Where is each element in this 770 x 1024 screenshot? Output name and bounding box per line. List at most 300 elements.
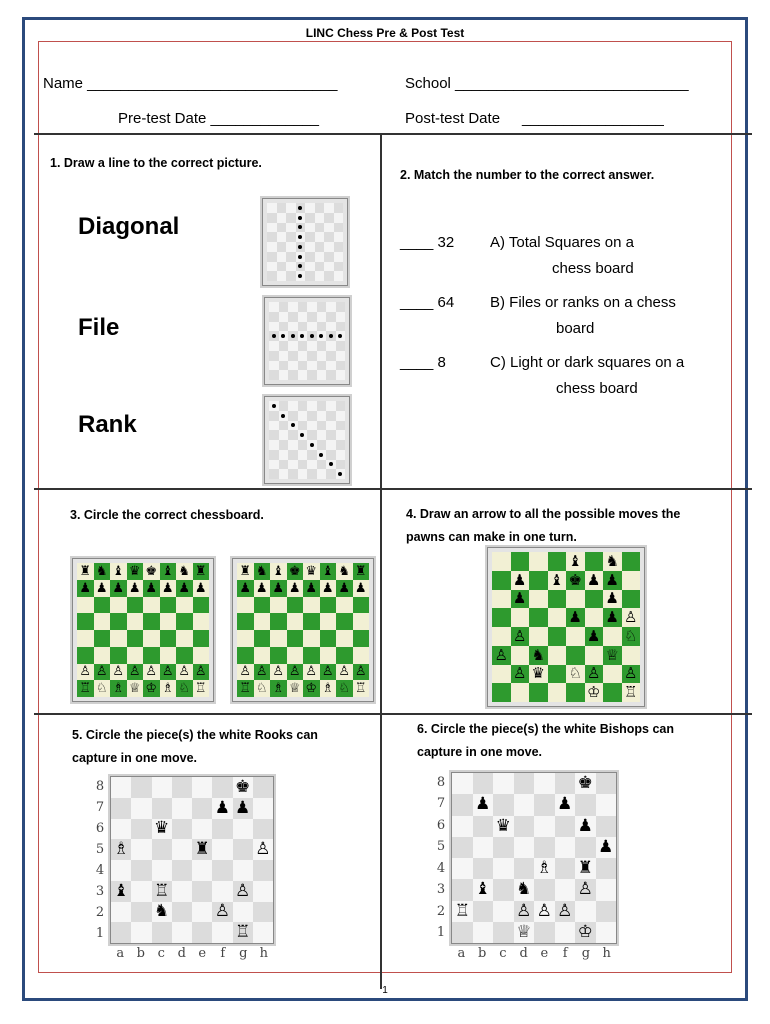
chess-piece-g8[interactable]: ♞	[605, 551, 619, 570]
square-e4[interactable]	[307, 440, 317, 450]
chess-piece-e8[interactable]: ♝	[568, 551, 582, 570]
square-d8[interactable]	[298, 401, 308, 411]
square-d4[interactable]	[127, 630, 144, 647]
square-c5[interactable]	[110, 613, 127, 630]
chess-piece-g3[interactable]: ♙	[235, 880, 251, 901]
square-h6[interactable]	[253, 819, 273, 840]
square-e6[interactable]	[143, 597, 160, 614]
square-b3[interactable]	[254, 647, 271, 664]
chess-piece-f2[interactable]: ♙	[321, 664, 334, 680]
square-b6[interactable]	[279, 322, 289, 332]
square-d8[interactable]	[548, 552, 567, 571]
square-f2[interactable]	[317, 361, 327, 371]
chess-piece-e7[interactable]: ♚	[568, 570, 582, 589]
square-d6[interactable]	[298, 421, 308, 431]
square-b4[interactable]	[511, 627, 530, 646]
square-b8[interactable]	[254, 563, 271, 580]
square-g4[interactable]	[336, 630, 353, 647]
chessboard-option-a[interactable]	[72, 558, 214, 702]
chess-piece-d1[interactable]: ♕	[288, 681, 301, 697]
chess-piece-a2[interactable]: ♖	[454, 900, 470, 921]
square-h5[interactable]	[353, 613, 370, 630]
square-f8[interactable]	[320, 563, 337, 580]
square-h8[interactable]	[334, 203, 344, 213]
chess-piece-b2[interactable]: ♙	[95, 664, 108, 680]
square-a5[interactable]	[492, 608, 511, 627]
square-e5[interactable]	[534, 837, 555, 858]
square-h5[interactable]	[253, 839, 273, 860]
square-g4[interactable]	[603, 627, 622, 646]
square-b1[interactable]	[277, 271, 287, 281]
square-b4[interactable]	[279, 341, 289, 351]
square-b8[interactable]	[279, 401, 289, 411]
square-e4[interactable]	[303, 630, 320, 647]
square-g5[interactable]	[575, 837, 596, 858]
square-d6[interactable]	[127, 597, 144, 614]
square-f5[interactable]	[320, 613, 337, 630]
square-d6[interactable]	[296, 223, 306, 233]
square-b6[interactable]	[279, 421, 289, 431]
square-c5[interactable]	[288, 331, 298, 341]
square-h6[interactable]	[336, 322, 346, 332]
square-e7[interactable]	[307, 411, 317, 421]
square-c6[interactable]	[152, 819, 172, 840]
chess-piece-g1[interactable]: ♖	[235, 922, 251, 943]
chess-piece-e2[interactable]: ♙	[145, 664, 158, 680]
square-e1[interactable]	[192, 922, 212, 943]
square-f3[interactable]	[317, 351, 327, 361]
chess-piece-d8[interactable]: ♛	[128, 563, 141, 579]
square-a1[interactable]	[77, 680, 94, 697]
square-b2[interactable]	[279, 361, 289, 371]
square-a7[interactable]	[267, 213, 277, 223]
square-g1[interactable]	[326, 469, 336, 479]
chess-piece-a2[interactable]: ♙	[79, 664, 92, 680]
square-c2[interactable]	[286, 262, 296, 272]
square-f1[interactable]	[555, 922, 576, 943]
square-a5[interactable]	[237, 613, 254, 630]
square-g4[interactable]	[233, 860, 253, 881]
square-a3[interactable]	[269, 351, 279, 361]
square-d2[interactable]	[548, 665, 567, 684]
square-a7[interactable]	[269, 312, 279, 322]
square-g7[interactable]	[326, 312, 336, 322]
square-c1[interactable]	[110, 680, 127, 697]
square-c4[interactable]	[529, 627, 548, 646]
square-a8[interactable]	[269, 401, 279, 411]
chess-piece-b8[interactable]: ♞	[95, 563, 108, 579]
chess-piece-f8[interactable]: ♝	[321, 563, 334, 579]
square-e8[interactable]	[307, 302, 317, 312]
square-f8[interactable]	[555, 773, 576, 794]
square-c7[interactable]	[286, 213, 296, 223]
square-g2[interactable]	[176, 664, 193, 681]
chess-piece-d7[interactable]: ♟	[288, 580, 301, 596]
square-d4[interactable]	[548, 627, 567, 646]
square-e3[interactable]	[305, 252, 315, 262]
q2-blank-8[interactable]: ____ 8	[400, 354, 446, 371]
square-g3[interactable]	[336, 647, 353, 664]
square-a7[interactable]	[269, 411, 279, 421]
chess-piece-e5[interactable]: ♟	[568, 608, 582, 627]
chess-piece-d3[interactable]: ♞	[516, 879, 532, 900]
square-e8[interactable]	[192, 777, 212, 798]
square-e2[interactable]	[307, 460, 317, 470]
chess-piece-f2[interactable]: ♙	[557, 900, 573, 921]
square-f1[interactable]	[320, 680, 337, 697]
square-d8[interactable]	[296, 203, 306, 213]
square-f3[interactable]	[320, 647, 337, 664]
square-c1[interactable]	[286, 271, 296, 281]
square-g8[interactable]	[326, 401, 336, 411]
square-c8[interactable]	[152, 777, 172, 798]
square-e7[interactable]	[305, 213, 315, 223]
square-f4[interactable]	[315, 242, 325, 252]
square-f5[interactable]	[212, 839, 232, 860]
square-d7[interactable]	[296, 213, 306, 223]
square-e1[interactable]	[307, 469, 317, 479]
square-c5[interactable]	[152, 839, 172, 860]
square-h3[interactable]	[193, 647, 210, 664]
square-h3[interactable]	[334, 252, 344, 262]
square-g4[interactable]	[326, 440, 336, 450]
pretest-date-field[interactable]: Pre-test Date _____________	[118, 110, 319, 127]
square-d2[interactable]	[127, 664, 144, 681]
square-d5[interactable]	[514, 837, 535, 858]
square-e5[interactable]	[307, 430, 317, 440]
square-b4[interactable]	[254, 630, 271, 647]
square-b1[interactable]	[279, 469, 289, 479]
square-h2[interactable]	[193, 664, 210, 681]
chess-piece-g6[interactable]: ♟	[605, 589, 619, 608]
square-b5[interactable]	[473, 837, 494, 858]
square-e2[interactable]	[305, 262, 315, 272]
square-f1[interactable]	[317, 469, 327, 479]
square-e3[interactable]	[192, 881, 212, 902]
square-c2[interactable]	[152, 902, 172, 923]
square-g3[interactable]	[575, 879, 596, 900]
chess-piece-a2[interactable]: ♙	[239, 664, 252, 680]
square-d7[interactable]	[172, 798, 192, 819]
square-f1[interactable]	[317, 370, 327, 380]
square-c7[interactable]	[110, 580, 127, 597]
square-c4[interactable]	[152, 860, 172, 881]
square-b2[interactable]	[94, 664, 111, 681]
square-c2[interactable]	[529, 665, 548, 684]
square-b3[interactable]	[279, 351, 289, 361]
square-a2[interactable]	[452, 901, 473, 922]
square-h4[interactable]	[596, 858, 617, 879]
square-c4[interactable]	[270, 630, 287, 647]
square-e6[interactable]	[307, 322, 317, 332]
square-e3[interactable]	[534, 879, 555, 900]
chess-piece-e7[interactable]: ♟	[305, 580, 318, 596]
square-e7[interactable]	[143, 580, 160, 597]
chess-piece-e5[interactable]: ♜	[194, 839, 210, 860]
square-d2[interactable]	[172, 902, 192, 923]
square-a1[interactable]	[111, 922, 131, 943]
square-e3[interactable]	[566, 646, 585, 665]
chess-piece-f2[interactable]: ♙	[161, 664, 174, 680]
square-c3[interactable]	[529, 646, 548, 665]
square-b8[interactable]	[277, 203, 287, 213]
square-d4[interactable]	[296, 242, 306, 252]
square-c1[interactable]	[288, 469, 298, 479]
chess-piece-d1[interactable]: ♕	[516, 921, 532, 942]
square-h2[interactable]	[353, 664, 370, 681]
square-c3[interactable]	[110, 647, 127, 664]
chess-piece-d2[interactable]: ♙	[516, 900, 532, 921]
chess-piece-h8[interactable]: ♜	[194, 563, 207, 579]
square-g2[interactable]	[336, 664, 353, 681]
square-g6[interactable]	[326, 322, 336, 332]
chess-piece-h7[interactable]: ♟	[354, 580, 367, 596]
square-a4[interactable]	[267, 242, 277, 252]
square-h8[interactable]	[336, 401, 346, 411]
square-g2[interactable]	[326, 460, 336, 470]
square-a7[interactable]	[111, 798, 131, 819]
square-b5[interactable]	[94, 613, 111, 630]
school-field[interactable]: School ____________________________	[405, 75, 689, 92]
chess-piece-b4[interactable]: ♙	[513, 626, 527, 645]
square-g8[interactable]	[603, 552, 622, 571]
square-c6[interactable]	[288, 421, 298, 431]
square-g5[interactable]	[336, 613, 353, 630]
square-f5[interactable]	[315, 232, 325, 242]
pawn-moves-board[interactable]	[487, 547, 645, 707]
chess-piece-h7[interactable]: ♟	[194, 580, 207, 596]
square-a6[interactable]	[77, 597, 94, 614]
square-a3[interactable]	[77, 647, 94, 664]
square-g1[interactable]	[575, 922, 596, 943]
square-d3[interactable]	[127, 647, 144, 664]
chess-piece-b1[interactable]: ♘	[95, 681, 108, 697]
chess-piece-h2[interactable]: ♙	[624, 664, 638, 683]
square-e2[interactable]	[534, 901, 555, 922]
square-f2[interactable]	[320, 664, 337, 681]
square-g1[interactable]	[324, 271, 334, 281]
chess-piece-f7[interactable]: ♟	[161, 580, 174, 596]
square-e2[interactable]	[303, 664, 320, 681]
square-f7[interactable]	[317, 312, 327, 322]
square-f7[interactable]	[212, 798, 232, 819]
square-c2[interactable]	[110, 664, 127, 681]
square-c3[interactable]	[270, 647, 287, 664]
square-f6[interactable]	[212, 819, 232, 840]
square-d6[interactable]	[514, 816, 535, 837]
chess-piece-c1[interactable]: ♗	[112, 681, 125, 697]
chess-piece-g8[interactable]: ♚	[577, 773, 593, 794]
square-h1[interactable]	[336, 370, 346, 380]
square-b5[interactable]	[254, 613, 271, 630]
square-a3[interactable]	[267, 252, 277, 262]
square-e8[interactable]	[143, 563, 160, 580]
square-a6[interactable]	[267, 223, 277, 233]
square-g4[interactable]	[324, 242, 334, 252]
square-c8[interactable]	[286, 203, 296, 213]
square-f1[interactable]	[585, 683, 604, 702]
square-g7[interactable]	[575, 794, 596, 815]
square-h7[interactable]	[253, 798, 273, 819]
square-h2[interactable]	[336, 361, 346, 371]
square-h4[interactable]	[334, 242, 344, 252]
square-a3[interactable]	[452, 879, 473, 900]
chess-piece-e4[interactable]: ♗	[536, 858, 552, 879]
square-e6[interactable]	[307, 421, 317, 431]
square-e2[interactable]	[566, 665, 585, 684]
square-b5[interactable]	[511, 608, 530, 627]
square-f7[interactable]	[315, 213, 325, 223]
square-h6[interactable]	[334, 223, 344, 233]
square-a4[interactable]	[77, 630, 94, 647]
square-h2[interactable]	[334, 262, 344, 272]
square-g5[interactable]	[233, 839, 253, 860]
chess-piece-e7[interactable]: ♟	[145, 580, 158, 596]
square-d7[interactable]	[298, 312, 308, 322]
square-f8[interactable]	[315, 203, 325, 213]
square-a6[interactable]	[492, 590, 511, 609]
chess-piece-h8[interactable]: ♜	[354, 563, 367, 579]
square-g7[interactable]	[233, 798, 253, 819]
square-a4[interactable]	[111, 860, 131, 881]
square-h1[interactable]	[336, 469, 346, 479]
square-h1[interactable]	[596, 922, 617, 943]
chess-piece-e2[interactable]: ♘	[568, 664, 582, 683]
square-c5[interactable]	[529, 608, 548, 627]
square-h8[interactable]	[193, 563, 210, 580]
square-b7[interactable]	[279, 312, 289, 322]
square-f6[interactable]	[317, 421, 327, 431]
square-a4[interactable]	[269, 341, 279, 351]
square-a8[interactable]	[77, 563, 94, 580]
square-g1[interactable]	[603, 683, 622, 702]
square-a2[interactable]	[269, 361, 279, 371]
square-h6[interactable]	[622, 590, 641, 609]
square-a2[interactable]	[111, 902, 131, 923]
square-c1[interactable]	[493, 922, 514, 943]
square-d1[interactable]	[548, 683, 567, 702]
square-h3[interactable]	[253, 881, 273, 902]
square-a8[interactable]	[267, 203, 277, 213]
square-d1[interactable]	[298, 469, 308, 479]
square-e1[interactable]	[534, 922, 555, 943]
square-h5[interactable]	[622, 608, 641, 627]
chess-piece-d1[interactable]: ♕	[128, 681, 141, 697]
chess-piece-a3[interactable]: ♝	[113, 880, 129, 901]
chess-piece-b6[interactable]: ♟	[513, 589, 527, 608]
square-c1[interactable]	[288, 370, 298, 380]
square-f2[interactable]	[160, 664, 177, 681]
square-e5[interactable]	[192, 839, 212, 860]
chess-piece-g7[interactable]: ♟	[178, 580, 191, 596]
square-f8[interactable]	[212, 777, 232, 798]
square-d2[interactable]	[287, 664, 304, 681]
square-a8[interactable]	[492, 552, 511, 571]
square-a7[interactable]	[492, 571, 511, 590]
chess-piece-b7[interactable]: ♟	[513, 570, 527, 589]
square-c8[interactable]	[110, 563, 127, 580]
square-b3[interactable]	[473, 879, 494, 900]
chess-piece-d2[interactable]: ♙	[128, 664, 141, 680]
chess-piece-c2[interactable]: ♛	[531, 664, 545, 683]
square-h7[interactable]	[336, 312, 346, 322]
square-c5[interactable]	[493, 837, 514, 858]
square-a3[interactable]	[237, 647, 254, 664]
square-g6[interactable]	[575, 816, 596, 837]
square-h5[interactable]	[334, 232, 344, 242]
square-g8[interactable]	[233, 777, 253, 798]
square-e4[interactable]	[305, 242, 315, 252]
square-a2[interactable]	[237, 664, 254, 681]
chess-piece-b7[interactable]: ♟	[475, 794, 491, 815]
square-c3[interactable]	[493, 879, 514, 900]
square-b8[interactable]	[279, 302, 289, 312]
square-h4[interactable]	[336, 440, 346, 450]
chess-piece-e1[interactable]: ♔	[305, 681, 318, 697]
square-f1[interactable]	[212, 922, 232, 943]
square-h6[interactable]	[353, 597, 370, 614]
square-d5[interactable]	[287, 613, 304, 630]
chess-piece-h5[interactable]: ♙	[624, 608, 638, 627]
square-f4[interactable]	[212, 860, 232, 881]
square-e8[interactable]	[307, 401, 317, 411]
square-g3[interactable]	[326, 351, 336, 361]
square-a2[interactable]	[267, 262, 277, 272]
square-b3[interactable]	[131, 881, 151, 902]
chess-piece-c7[interactable]: ♟	[112, 580, 125, 596]
square-b6[interactable]	[511, 590, 530, 609]
square-e4[interactable]	[534, 858, 555, 879]
square-g3[interactable]	[603, 646, 622, 665]
square-f5[interactable]	[317, 331, 327, 341]
chess-piece-g6[interactable]: ♟	[577, 815, 593, 836]
square-c3[interactable]	[288, 450, 298, 460]
square-e5[interactable]	[143, 613, 160, 630]
chess-piece-c1[interactable]: ♗	[272, 681, 285, 697]
square-h5[interactable]	[596, 837, 617, 858]
square-h3[interactable]	[353, 647, 370, 664]
square-e6[interactable]	[192, 819, 212, 840]
square-a6[interactable]	[452, 816, 473, 837]
square-d5[interactable]	[172, 839, 192, 860]
square-c2[interactable]	[288, 460, 298, 470]
chess-piece-g1[interactable]: ♘	[338, 681, 351, 697]
square-a4[interactable]	[492, 627, 511, 646]
chess-piece-b7[interactable]: ♟	[95, 580, 108, 596]
square-e6[interactable]	[534, 816, 555, 837]
square-b6[interactable]	[254, 597, 271, 614]
chess-piece-b8[interactable]: ♞	[255, 563, 268, 579]
square-c3[interactable]	[288, 351, 298, 361]
square-d3[interactable]	[298, 351, 308, 361]
square-a6[interactable]	[269, 322, 279, 332]
square-c6[interactable]	[529, 590, 548, 609]
square-g6[interactable]	[233, 819, 253, 840]
square-a4[interactable]	[237, 630, 254, 647]
square-d8[interactable]	[514, 773, 535, 794]
square-h3[interactable]	[336, 351, 346, 361]
square-b4[interactable]	[473, 858, 494, 879]
square-g6[interactable]	[176, 597, 193, 614]
chessboard-option-b[interactable]	[232, 558, 374, 702]
square-c8[interactable]	[529, 552, 548, 571]
square-d8[interactable]	[127, 563, 144, 580]
square-d3[interactable]	[287, 647, 304, 664]
square-d2[interactable]	[296, 262, 306, 272]
square-h6[interactable]	[596, 816, 617, 837]
chess-piece-f7[interactable]: ♟	[214, 797, 230, 818]
square-b3[interactable]	[511, 646, 530, 665]
